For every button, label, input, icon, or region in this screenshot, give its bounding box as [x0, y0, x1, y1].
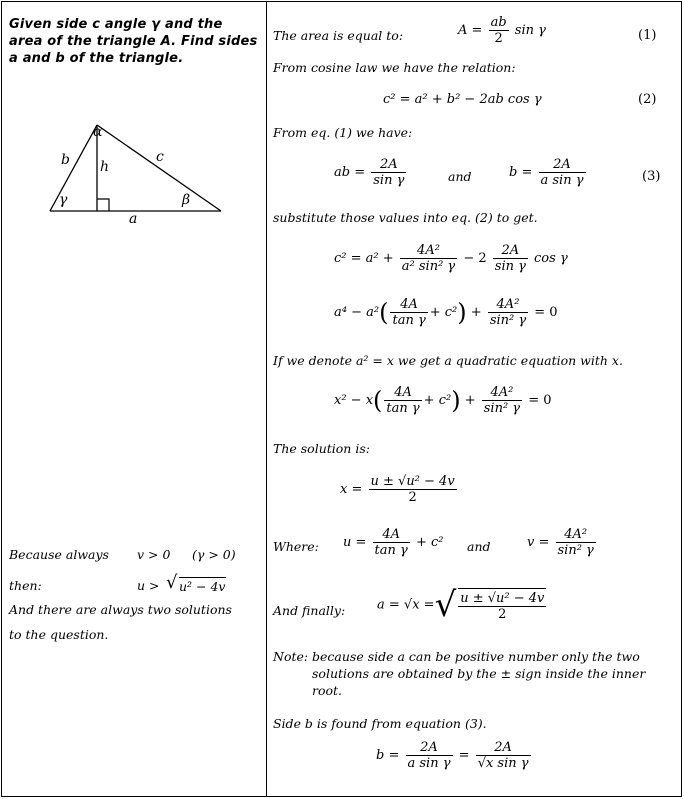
and-text-2: and [467, 539, 491, 554]
area-text: The area is equal to: [273, 28, 404, 43]
conclusion-line-2: to the question. [9, 627, 109, 642]
eq-number-3: (3) [642, 169, 661, 184]
area-fraction: $\frac{ab}{2}$ [490, 15, 507, 46]
b-equation: b = $\frac{2A}{\text{a sin γ}}$ [509, 157, 584, 188]
then-relation: u > [137, 578, 160, 593]
label-alpha: α [93, 124, 103, 140]
cosine-text: From cosine law we have the relation: [273, 60, 516, 75]
note-block [273, 648, 678, 699]
label-b: b [61, 152, 70, 168]
side-b-text: Side b is found from equation (3). [273, 716, 487, 731]
and-text: and [448, 169, 472, 184]
finally-text: And finally: [273, 603, 346, 618]
final-a-equation: a = √x =√ $\frac{\text{u ± √u² − 4v}}{2}$ [377, 585, 545, 625]
label-h: h [100, 159, 110, 175]
area-equation: A = $\frac{ab}{2}$ sin γ [458, 15, 546, 46]
eq-number-2: (2) [638, 92, 657, 107]
sqrt-symbol: √ [166, 572, 178, 593]
substitution-equation-1: c² = a² + $\frac{\text{4A²}}{\text{a² sin² γ}}$ − 2 $\frac{2A}{\text{sin γ}}$ cos γ [334, 243, 568, 274]
substitution-equation-2: a⁴ − a²( $\frac{4A}{\text{tan γ}}$ + c²) + $\frac{\text{4A²}}{\text{sin² γ}}$ = 0 [334, 297, 558, 328]
final-b-equation: b = $\frac{2A}{\text{a sin γ}}$ = $\frac{2A}{\text{√x sin γ}}$ [376, 740, 529, 771]
note-label: Note: [273, 649, 309, 664]
because-relation: v > 0 [137, 547, 171, 562]
problem-title: Given side c angle γ and the area of the triangle A. Find sides a and b of the triangle. [9, 17, 258, 66]
quadratic-equation: x² − x( $\frac{4A}{\text{tan γ}}$ + c²) + $\frac{\text{4A²}}{\text{sin² γ}}$ = 0 [334, 385, 552, 416]
label-c: c [156, 149, 164, 165]
where-text: Where: [273, 539, 319, 554]
label-a: a [129, 211, 138, 227]
denote-text: If we denote a² = x we get a quadratic equation with x. [273, 353, 623, 368]
substitute-text: substitute those values into eq. (2) to get. [273, 210, 538, 225]
label-gamma: γ [59, 192, 68, 208]
eq-number-1: (1) [638, 28, 657, 43]
solution-text: The solution is: [273, 441, 370, 456]
note-body: because side a can be positive number only the two solutions are obtained by the ± sign inside the inner root. [312, 649, 646, 698]
u-equation: u = $\frac{4A}{\text{tan γ}}$ + c² [343, 527, 444, 558]
solution-equation: x = $\frac{\text{u ± √u² − 4v}}{2}$ [340, 474, 455, 505]
cosine-equation: c² = a² + b² − 2ab cos γ [383, 92, 542, 107]
because-condition: (γ > 0) [192, 547, 236, 562]
column-divider [266, 1, 267, 797]
from-eq1-text: From eq. (1) we have: [273, 125, 413, 140]
because-text: Because always [9, 547, 109, 562]
ab-equation: ab = $\frac{2A}{\text{sin γ}}$ [334, 157, 405, 188]
then-text: then: [9, 578, 42, 593]
conclusion-line-1: And there are always two solutions [9, 602, 232, 617]
triangle-diagram [0, 0, 266, 240]
then-root: u² − 4v [179, 579, 226, 594]
label-beta: β [182, 192, 191, 208]
v-equation: v = $\frac{\text{4A²}}{\text{sin² γ}}$ [527, 527, 594, 558]
